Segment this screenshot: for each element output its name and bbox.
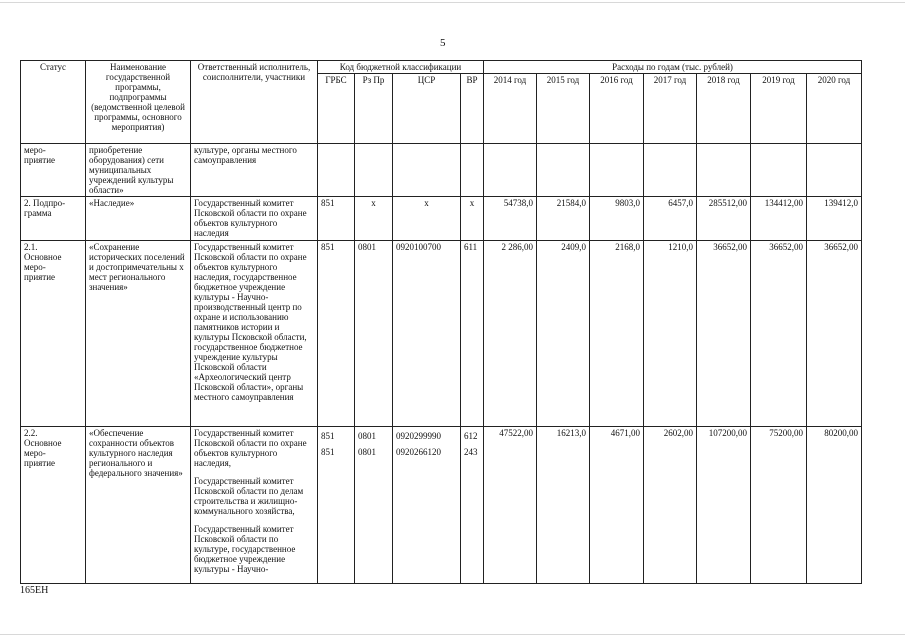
header-year: 2020 год <box>807 74 862 144</box>
row-value <box>697 144 751 197</box>
row-status: 2.1. Основное меро- приятие <box>21 241 86 427</box>
header-name: Наименование государственной программы, подпрограммы (ведомственной целевой программы, основного мероприятия) <box>86 61 191 144</box>
row-value: 285512,00 <box>697 197 751 241</box>
row-vr: 612 243 <box>461 427 484 584</box>
header-csr: ЦСР <box>393 74 461 144</box>
row-value: 36652,00 <box>807 241 862 427</box>
row-executor <box>191 427 318 584</box>
row-value: 16213,0 <box>537 427 590 584</box>
row-value: 134412,00 <box>751 197 807 241</box>
row-status: меро- приятие <box>21 144 86 197</box>
row-executor: Государственный комитет Псковской области по охране объектов культурного наследия <box>191 197 318 241</box>
table-row <box>21 241 862 427</box>
header-year: 2014 год <box>484 74 537 144</box>
row-value: 6457,0 <box>644 197 697 241</box>
row-executor: культуре, органы местного самоуправления <box>191 144 318 197</box>
row-csr: 0920100700 <box>393 241 461 427</box>
table-row <box>21 197 862 241</box>
row-value: 75200,00 <box>751 427 807 584</box>
row-value: 2602,00 <box>644 427 697 584</box>
row-value: 9803,0 <box>590 197 644 241</box>
row-value: 1210,0 <box>644 241 697 427</box>
row-value: 139412,0 <box>807 197 862 241</box>
row-vr: 611 <box>461 241 484 427</box>
row-value <box>751 144 807 197</box>
row-name: «Наследие» <box>86 197 191 241</box>
row-value: 2168,0 <box>590 241 644 427</box>
header-status: Статус <box>21 61 86 144</box>
row-executor: Государственный комитет Псковской области по охране объектов культурного наследия, государственное бюджетное учреждение культуры - Научно-производственный центр по охране и использованию памятников истории и культуры Псковской области, государственное бюджетное учреждение культуры Псковской области «Археологический центр Псковской области», органы местного самоуправления <box>191 241 318 427</box>
row-value: 4671,00 <box>590 427 644 584</box>
executor-paragraph: Государственный комитет Псковской области по культуре, государственное бюджетное учреждение культуры - Научно- <box>194 524 296 574</box>
header-expenses: Расходы по годам (тыс. рублей) <box>484 61 862 74</box>
header-budget-code: Код бюджетной классификации <box>318 61 484 74</box>
row-rzpr: x <box>355 197 393 241</box>
row-csr: x <box>393 197 461 241</box>
row-value: 36652,00 <box>697 241 751 427</box>
row-rzpr: 0801 <box>355 241 393 427</box>
row-value <box>644 144 697 197</box>
row-value: 54738,0 <box>484 197 537 241</box>
row-rzpr <box>355 144 393 197</box>
row-name: «Обеспечение сохранности объектов культурного наследия регионального и федерального значения» <box>86 427 191 584</box>
row-csr: 0920299990 0920266120 <box>393 427 461 584</box>
row-value: 2409,0 <box>537 241 590 427</box>
scan-edge-top <box>0 2 905 3</box>
header-year: 2019 год <box>751 74 807 144</box>
row-value: 21584,0 <box>537 197 590 241</box>
budget-table <box>20 60 862 584</box>
page-number: 5 <box>440 37 446 49</box>
row-value: 36652,00 <box>751 241 807 427</box>
row-value <box>590 144 644 197</box>
row-rzpr: 0801 0801 <box>355 427 393 584</box>
row-grbs <box>318 144 355 197</box>
table-row <box>21 144 862 197</box>
row-value <box>537 144 590 197</box>
footer-code: 165EH <box>20 585 49 596</box>
header-year: 2018 год <box>697 74 751 144</box>
row-value <box>484 144 537 197</box>
row-name: приобретение оборудования) сети муниципальных учреждений культуры области» <box>86 144 191 197</box>
header-year: 2017 год <box>644 74 697 144</box>
row-grbs: 851 851 <box>318 427 355 584</box>
header-rzpr: Рз Пр <box>355 74 393 144</box>
executor-paragraph: Государственный комитет Псковской области по делам строительства и жилищно-коммунального хозяйства, <box>194 476 304 516</box>
row-grbs: 851 <box>318 197 355 241</box>
row-vr <box>461 144 484 197</box>
row-value: 47522,00 <box>484 427 537 584</box>
row-value: 80200,00 <box>807 427 862 584</box>
header-grbs: ГРБС <box>318 74 355 144</box>
row-status: 2. Подпро- грамма <box>21 197 86 241</box>
row-status: 2.2. Основное меро- приятие <box>21 427 86 584</box>
header-vr: ВР <box>461 74 484 144</box>
row-value: 2 286,00 <box>484 241 537 427</box>
executor-paragraph: Государственный комитет Псковской области по охране объектов культурного наследия, <box>194 428 307 468</box>
header-year: 2016 год <box>590 74 644 144</box>
row-grbs: 851 <box>318 241 355 427</box>
scan-edge-bottom <box>0 634 905 635</box>
row-value: 107200,00 <box>697 427 751 584</box>
row-value <box>807 144 862 197</box>
header-executor: Ответственный исполнитель, соисполнители, участники <box>191 61 318 144</box>
row-csr <box>393 144 461 197</box>
row-name: «Сохранение исторических поселений и достопримечательны х мест регионального значения» <box>86 241 191 427</box>
table-row <box>21 427 862 584</box>
header-year: 2015 год <box>537 74 590 144</box>
header-row-top <box>21 61 862 74</box>
row-vr: x <box>461 197 484 241</box>
